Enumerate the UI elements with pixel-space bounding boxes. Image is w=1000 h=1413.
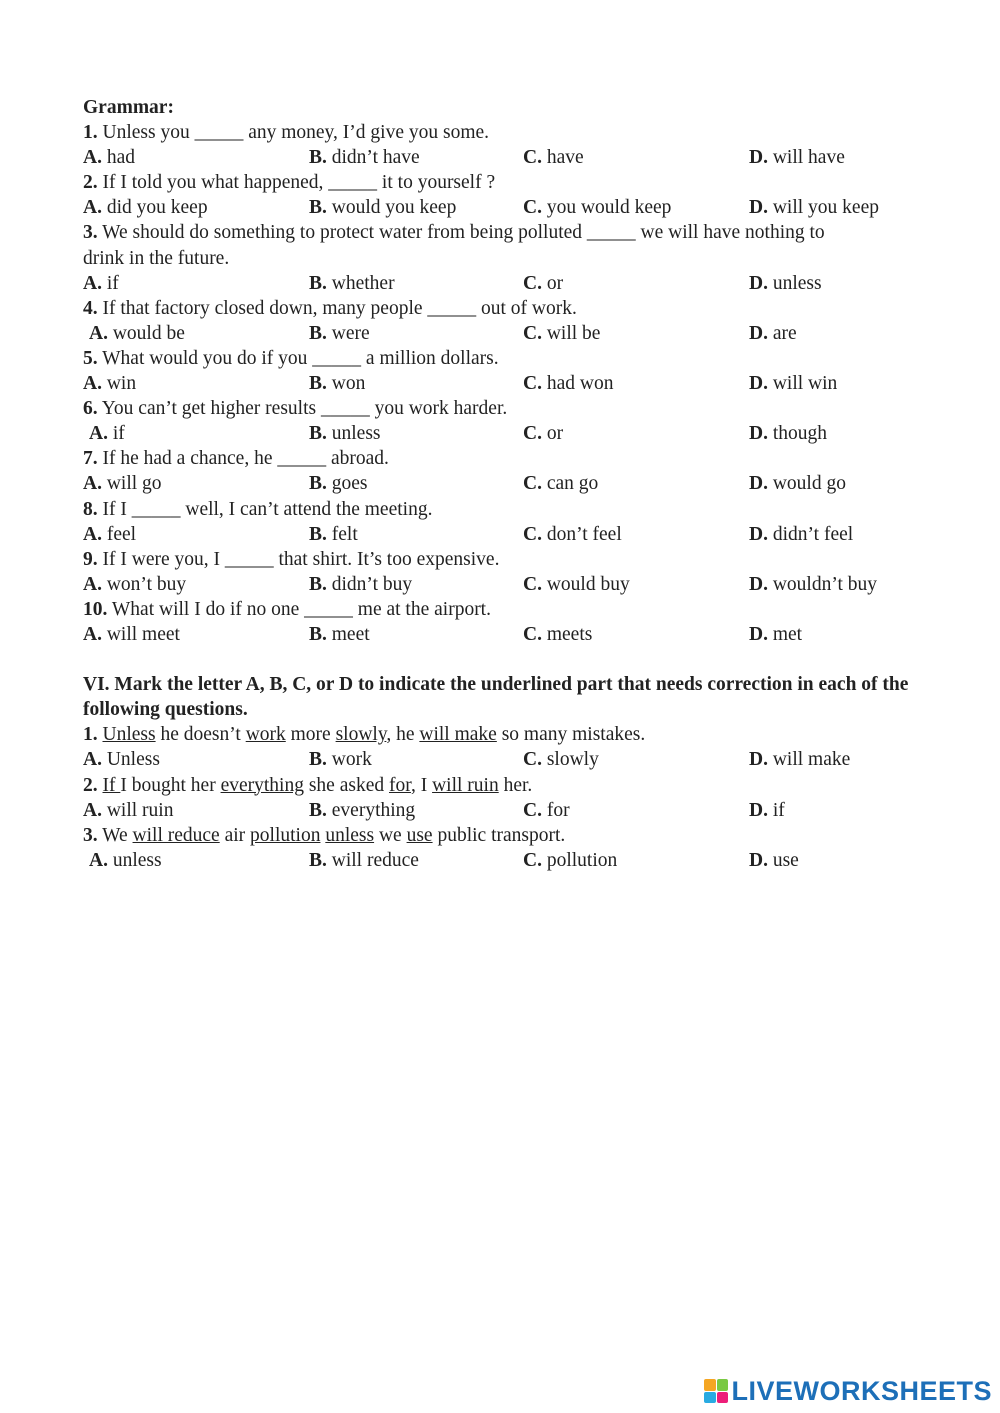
option-letter: B. xyxy=(309,147,327,169)
question-number: 3. xyxy=(83,824,98,846)
answer-option[interactable] xyxy=(523,522,622,547)
option-text: have xyxy=(546,147,584,169)
answer-option[interactable] xyxy=(309,848,419,873)
option-text: didn’t have xyxy=(331,147,420,169)
answer-option[interactable] xyxy=(89,421,125,446)
option-text: don’t feel xyxy=(546,523,622,545)
option-text: will you keep xyxy=(772,197,879,219)
answer-option[interactable] xyxy=(83,471,162,496)
answer-option[interactable] xyxy=(309,522,358,547)
option-letter: D. xyxy=(749,799,768,821)
options-row xyxy=(83,471,963,496)
option-letter: D. xyxy=(749,473,768,495)
underlined-part: If xyxy=(102,774,121,796)
answer-option[interactable] xyxy=(523,321,600,346)
question-number: 2. xyxy=(83,172,98,194)
option-letter: C. xyxy=(523,623,542,645)
options-row xyxy=(83,572,963,597)
answer-option[interactable] xyxy=(749,747,850,772)
option-text: will make xyxy=(772,749,851,771)
option-letter: B. xyxy=(309,473,327,495)
question-line xyxy=(83,396,963,421)
option-text: though xyxy=(772,423,828,445)
option-text: if xyxy=(106,272,119,294)
answer-option[interactable] xyxy=(749,622,802,647)
question-text: If I _____ well, I can’t attend the meeting. xyxy=(102,498,433,520)
answer-option[interactable] xyxy=(749,195,879,220)
option-text: unless xyxy=(331,423,381,445)
option-letter: D. xyxy=(749,749,768,771)
answer-option[interactable] xyxy=(749,471,846,496)
answer-option[interactable] xyxy=(523,421,563,446)
sentence-part: public transport. xyxy=(432,824,566,846)
option-letter: B. xyxy=(309,197,327,219)
answer-option[interactable] xyxy=(749,798,785,823)
question-number: 1. xyxy=(83,724,98,746)
answer-option[interactable] xyxy=(309,572,412,597)
option-letter: C. xyxy=(523,473,542,495)
question-number: 7. xyxy=(83,448,98,470)
option-text: or xyxy=(546,423,564,445)
options-row xyxy=(83,622,963,647)
question-line xyxy=(83,722,963,747)
section-gap xyxy=(83,647,963,672)
answer-option[interactable] xyxy=(83,747,160,772)
option-letter: D. xyxy=(749,147,768,169)
underlined-part: unless xyxy=(325,824,375,846)
underlined-part: use xyxy=(406,824,433,846)
question-number: 1. xyxy=(83,122,98,144)
sentence-part: we xyxy=(374,824,407,846)
option-text: will be xyxy=(546,322,601,344)
option-letter: B. xyxy=(309,749,327,771)
question-line xyxy=(83,170,963,195)
option-text: or xyxy=(546,272,564,294)
option-letter: B. xyxy=(309,322,327,344)
option-text: had won xyxy=(546,373,614,395)
option-text: goes xyxy=(331,473,368,495)
option-text: were xyxy=(331,322,370,344)
question-text: What would you do if you _____ a million dollars. xyxy=(102,347,499,369)
option-text: will go xyxy=(106,473,162,495)
option-text: meet xyxy=(331,623,370,645)
option-letter: D. xyxy=(749,623,768,645)
answer-option[interactable] xyxy=(309,421,381,446)
option-text: didn’t feel xyxy=(772,523,854,545)
worksheet-page xyxy=(83,95,963,873)
answer-option[interactable] xyxy=(523,145,584,170)
option-letter: B. xyxy=(309,849,327,871)
question-line xyxy=(83,547,963,572)
question-continuation: drink in the future. xyxy=(83,247,230,269)
sentence-part: I bought her xyxy=(120,774,221,796)
answer-option[interactable] xyxy=(523,622,592,647)
option-text: would be xyxy=(112,322,185,344)
option-text: felt xyxy=(331,523,358,545)
answer-option[interactable] xyxy=(83,371,136,396)
question-number: 4. xyxy=(83,297,98,319)
answer-option[interactable] xyxy=(523,848,617,873)
sentence-part: , he xyxy=(386,724,420,746)
option-letter: D. xyxy=(749,197,768,219)
option-letter: A. xyxy=(83,197,102,219)
underlined-part: pollution xyxy=(250,824,321,846)
option-text: meets xyxy=(546,623,593,645)
option-letter: C. xyxy=(523,373,542,395)
question-line xyxy=(83,346,963,371)
option-text: pollution xyxy=(546,849,618,871)
answer-option[interactable] xyxy=(83,145,135,170)
answer-option[interactable] xyxy=(749,145,845,170)
option-text: will win xyxy=(772,373,838,395)
option-text: will ruin xyxy=(106,799,174,821)
option-letter: D. xyxy=(749,573,768,595)
answer-option[interactable] xyxy=(523,572,630,597)
question-line xyxy=(83,120,963,145)
question-text: If he had a chance, he _____ abroad. xyxy=(102,448,389,470)
options-row xyxy=(83,271,963,296)
answer-option[interactable] xyxy=(309,321,370,346)
option-letter: A. xyxy=(83,373,102,395)
option-letter: C. xyxy=(523,573,542,595)
question-number: 5. xyxy=(83,347,98,369)
correction-question-list xyxy=(83,722,963,873)
option-text: unless xyxy=(772,272,822,294)
answer-option[interactable] xyxy=(523,471,598,496)
option-text: didn’t buy xyxy=(331,573,413,595)
answer-option[interactable] xyxy=(83,572,186,597)
underlined-part: slowly xyxy=(335,724,387,746)
question-text: If that factory closed down, many people _____ out of work. xyxy=(102,297,577,319)
options-row xyxy=(83,145,963,170)
option-letter: B. xyxy=(309,523,327,545)
option-text: did you keep xyxy=(106,197,208,219)
option-text: met xyxy=(772,623,803,645)
option-letter: D. xyxy=(749,423,768,445)
question-line xyxy=(83,220,963,245)
option-letter: B. xyxy=(309,373,327,395)
underlined-part: for xyxy=(388,774,411,796)
options-row xyxy=(83,522,963,547)
question-number: 10. xyxy=(83,598,108,620)
answer-option[interactable] xyxy=(309,371,365,396)
option-letter: C. xyxy=(523,147,542,169)
options-row xyxy=(83,371,963,396)
answer-option[interactable] xyxy=(83,271,119,296)
option-text: if xyxy=(112,423,125,445)
option-text: if xyxy=(772,799,785,821)
options-row xyxy=(83,848,963,873)
option-text: had xyxy=(106,147,135,169)
grammar-heading: Grammar: xyxy=(83,97,174,118)
option-text: Unless xyxy=(106,749,160,771)
option-text: slowly xyxy=(546,749,599,771)
answer-option[interactable] xyxy=(749,321,797,346)
answer-option[interactable] xyxy=(309,195,456,220)
underlined-part: work xyxy=(245,724,286,746)
option-text: are xyxy=(772,322,797,344)
question-number: 2. xyxy=(83,774,98,796)
answer-option[interactable] xyxy=(523,798,570,823)
answer-option[interactable] xyxy=(89,848,162,873)
option-text: won’t buy xyxy=(106,573,187,595)
option-text: whether xyxy=(331,272,395,294)
answer-option[interactable] xyxy=(523,195,671,220)
option-letter: A. xyxy=(89,423,108,445)
option-letter: A. xyxy=(83,573,102,595)
underlined-part: Unless xyxy=(102,724,156,746)
answer-option[interactable] xyxy=(309,798,415,823)
question-text: What will I do if no one _____ me at the airport. xyxy=(111,598,491,620)
question-text: You can’t get higher results _____ you work harder. xyxy=(101,398,508,420)
underlined-part: will make xyxy=(419,724,497,746)
option-letter: D. xyxy=(749,523,768,545)
answer-option[interactable] xyxy=(749,371,837,396)
answer-option[interactable] xyxy=(89,321,185,346)
option-letter: B. xyxy=(309,623,327,645)
option-letter: C. xyxy=(523,272,542,294)
option-text: win xyxy=(106,373,137,395)
option-text: you would keep xyxy=(546,197,672,219)
sentence-part: she asked xyxy=(303,774,389,796)
answer-option[interactable] xyxy=(309,747,372,772)
question-text: We should do something to protect water from being polluted _____ we will have nothing to xyxy=(102,222,825,244)
option-text: will meet xyxy=(106,623,180,645)
answer-option[interactable] xyxy=(309,622,370,647)
option-text: would you keep xyxy=(331,197,457,219)
option-text: everything xyxy=(331,799,416,821)
answer-option[interactable] xyxy=(83,522,136,547)
answer-option[interactable] xyxy=(309,271,395,296)
option-text: would go xyxy=(772,473,846,495)
liveworksheets-logo xyxy=(704,1376,992,1406)
options-row xyxy=(83,195,963,220)
answer-option[interactable] xyxy=(749,421,827,446)
option-text: for xyxy=(546,799,570,821)
option-letter: B. xyxy=(309,423,327,445)
question-line xyxy=(83,823,963,848)
option-text: will have xyxy=(772,147,845,169)
option-text: won xyxy=(331,373,366,395)
option-letter: A. xyxy=(83,799,102,821)
options-row xyxy=(83,421,963,446)
option-letter: C. xyxy=(523,197,542,219)
option-letter: C. xyxy=(523,423,542,445)
option-letter: A. xyxy=(83,523,102,545)
option-letter: D. xyxy=(749,849,768,871)
sentence-part: so many mistakes. xyxy=(496,724,646,746)
question-line xyxy=(83,597,963,622)
answer-option[interactable] xyxy=(523,271,563,296)
sentence-part: more xyxy=(285,724,336,746)
underlined-part: will ruin xyxy=(432,774,499,796)
option-text: would buy xyxy=(546,573,630,595)
options-row xyxy=(83,798,963,823)
answer-option[interactable] xyxy=(749,848,799,873)
underlined-part: will reduce xyxy=(132,824,220,846)
answer-option[interactable] xyxy=(749,271,822,296)
question-number: 9. xyxy=(83,548,98,570)
answer-option[interactable] xyxy=(523,371,613,396)
sentence-part: he doesn’t xyxy=(155,724,246,746)
option-letter: A. xyxy=(83,623,102,645)
option-letter: B. xyxy=(309,573,327,595)
option-letter: B. xyxy=(309,799,327,821)
question-line xyxy=(83,773,963,798)
option-letter: D. xyxy=(749,322,768,344)
option-text: unless xyxy=(112,849,162,871)
answer-option[interactable] xyxy=(309,471,368,496)
option-letter: C. xyxy=(523,322,542,344)
option-text: work xyxy=(331,749,372,771)
answer-option[interactable] xyxy=(749,572,877,597)
option-text: wouldn’t buy xyxy=(772,573,878,595)
answer-option[interactable] xyxy=(749,522,853,547)
underlined-part: everything xyxy=(220,774,304,796)
question-text: Unless you _____ any money, I’d give you some. xyxy=(102,122,490,144)
liveworksheets-logo-icon xyxy=(704,1379,728,1403)
answer-option[interactable] xyxy=(83,195,208,220)
question-number: 6. xyxy=(83,398,98,420)
option-letter: A. xyxy=(83,147,102,169)
option-text: feel xyxy=(106,523,137,545)
question-number: 8. xyxy=(83,498,98,520)
option-text: will reduce xyxy=(331,849,419,871)
answer-option[interactable] xyxy=(83,798,173,823)
options-row xyxy=(83,747,963,772)
question-line xyxy=(83,497,963,522)
question-text: If I were you, I _____ that shirt. It’s too expensive. xyxy=(102,548,500,570)
option-letter: A. xyxy=(83,749,102,771)
sentence-part: We xyxy=(102,824,133,846)
option-letter: D. xyxy=(749,373,768,395)
option-letter: A. xyxy=(89,849,108,871)
question-line xyxy=(83,296,963,321)
section-vi-title: VI. Mark the letter A, B, C, or D to indicate the underlined part that needs correction in each of the following questions. xyxy=(83,674,909,721)
option-letter: A. xyxy=(83,272,102,294)
option-letter: B. xyxy=(309,272,327,294)
answer-option[interactable] xyxy=(523,747,599,772)
options-row xyxy=(83,321,963,346)
answer-option[interactable] xyxy=(83,622,180,647)
option-text: can go xyxy=(546,473,599,495)
question-text: If I told you what happened, _____ it to yourself ? xyxy=(102,172,496,194)
question-line xyxy=(83,446,963,471)
answer-option[interactable] xyxy=(309,145,420,170)
option-letter: C. xyxy=(523,799,542,821)
option-text: use xyxy=(772,849,799,871)
option-letter: A. xyxy=(83,473,102,495)
option-letter: C. xyxy=(523,749,542,771)
option-letter: A. xyxy=(89,322,108,344)
option-letter: C. xyxy=(523,849,542,871)
question-number: 3. xyxy=(83,222,98,244)
option-letter: C. xyxy=(523,523,542,545)
option-letter: D. xyxy=(749,272,768,294)
grammar-question-list xyxy=(83,120,963,647)
sentence-part: , I xyxy=(410,774,433,796)
logo-text: LIVEWORKSHEETS xyxy=(731,1375,992,1406)
sentence-part: air xyxy=(219,824,251,846)
sentence-part: her. xyxy=(498,774,533,796)
